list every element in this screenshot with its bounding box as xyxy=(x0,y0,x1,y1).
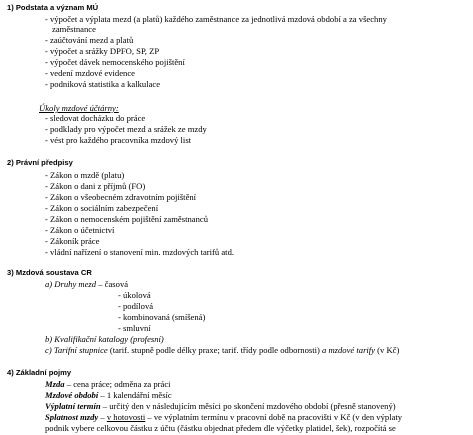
list-item: - výpočet a výplata mezd (a platů) každého zaměstnance za jednotlivá mzdová období a za všechny xyxy=(45,14,387,24)
list-item: - vést pro každého pracovníka mzdový list xyxy=(45,135,192,145)
list-item: - Zákon o mzdě (platu) xyxy=(45,170,125,180)
continuation-line: podnik vybere celkovou částku z účtu (částku objednat předem dle výčetky platidel, šek), rozpočítá se xyxy=(45,423,396,433)
definition-mzda xyxy=(45,379,171,389)
list-item: - Zákon o nemocenském pojištění zaměstnanců xyxy=(45,214,208,224)
druhy-mezd-label: a) Druhy mezd xyxy=(45,279,97,289)
term-termin: Výplatní termín xyxy=(45,401,101,411)
list-item: - podniková statistika a kalkulace xyxy=(45,79,161,89)
list-item: - výpočet dávek nemocenského pojištění xyxy=(45,57,185,67)
def-mzda: – cena práce; odměna za práci xyxy=(64,379,171,389)
list-item: - podklady pro výpočet mezd a srážek ze mzdy xyxy=(45,124,207,134)
list-item: - Zákoník práce xyxy=(45,236,100,246)
list-item: - smluvní xyxy=(118,323,151,333)
list-item: - zaúčtování mezd a platů xyxy=(45,35,134,45)
list-item: zaměstnance xyxy=(52,24,96,34)
kvalifikacni-katalogy: b) Kvalifikační katalogy (profesní) xyxy=(45,334,164,344)
section-4-title: 4) Základní pojmy xyxy=(7,368,72,377)
list-item: - vládní nařízení o stanovení min. mzdových tarifů atd. xyxy=(45,247,235,257)
list-item: - Zákon o dani z příjmů (FO) xyxy=(45,181,146,191)
druhy-mezd-first: – časová xyxy=(96,279,129,289)
tarifni-stupnice-label: c) Tarifní stupnice xyxy=(45,345,108,355)
v-hotovosti: v hotovosti xyxy=(106,412,146,422)
definition-splatnost xyxy=(45,412,402,422)
list-item: - Zákon o sociálním zabezpečení xyxy=(45,203,159,213)
def-obdobi: – 1 kalendářní měsíc xyxy=(98,390,172,400)
definition-obdobi xyxy=(45,390,172,400)
mzdove-tarify: a mzdové tarify xyxy=(322,345,376,355)
list-item: - sledovat docházku do práce xyxy=(45,113,146,123)
term-splatnost: Splatnost mzdy xyxy=(45,412,99,422)
subheading-ukoly: Úkoly mzdové účtárny: xyxy=(39,103,119,113)
list-item: - Zákon o všeobecném zdravotním pojištění xyxy=(45,192,197,202)
list-item: - výpočet a srážky DPFO, SP, ZP xyxy=(45,46,160,56)
section-3-title: 3) Mzdová soustava CR xyxy=(7,268,92,277)
term-obdobi: Mzdové období xyxy=(45,390,99,400)
tarifni-stupnice-line xyxy=(45,345,399,355)
def-termin: – určitý den v následujícím měsíci po skončení mzdového období (přesně stanovený) xyxy=(100,401,396,411)
list-item: - Zákon o účetnictví xyxy=(45,225,115,235)
tarifni-unit: (v Kč) xyxy=(375,345,400,355)
list-item: - vedení mzdové evidence xyxy=(45,68,135,78)
list-item: - kombinovaná (smíšená) xyxy=(118,312,206,322)
term-mzda: Mzda xyxy=(45,379,65,389)
section-2-title: 2) Právní předpisy xyxy=(7,158,73,167)
definition-termin xyxy=(45,401,396,411)
dash: – xyxy=(98,412,107,422)
list-item: - podílová xyxy=(118,301,154,311)
tarifni-stupnice-detail: (tarif. stupně podle délky praxe; tarif. třídy podle odbornosti) xyxy=(107,345,323,355)
def-splatnost: – ve výplatním termínu v pracovní době na pracovišti v Kč (v den výplaty xyxy=(145,412,403,422)
list-item: - úkolová xyxy=(118,290,151,300)
section-1-title: 1) Podstata a význam MÚ xyxy=(7,3,99,12)
druhy-mezd-line xyxy=(45,279,128,289)
